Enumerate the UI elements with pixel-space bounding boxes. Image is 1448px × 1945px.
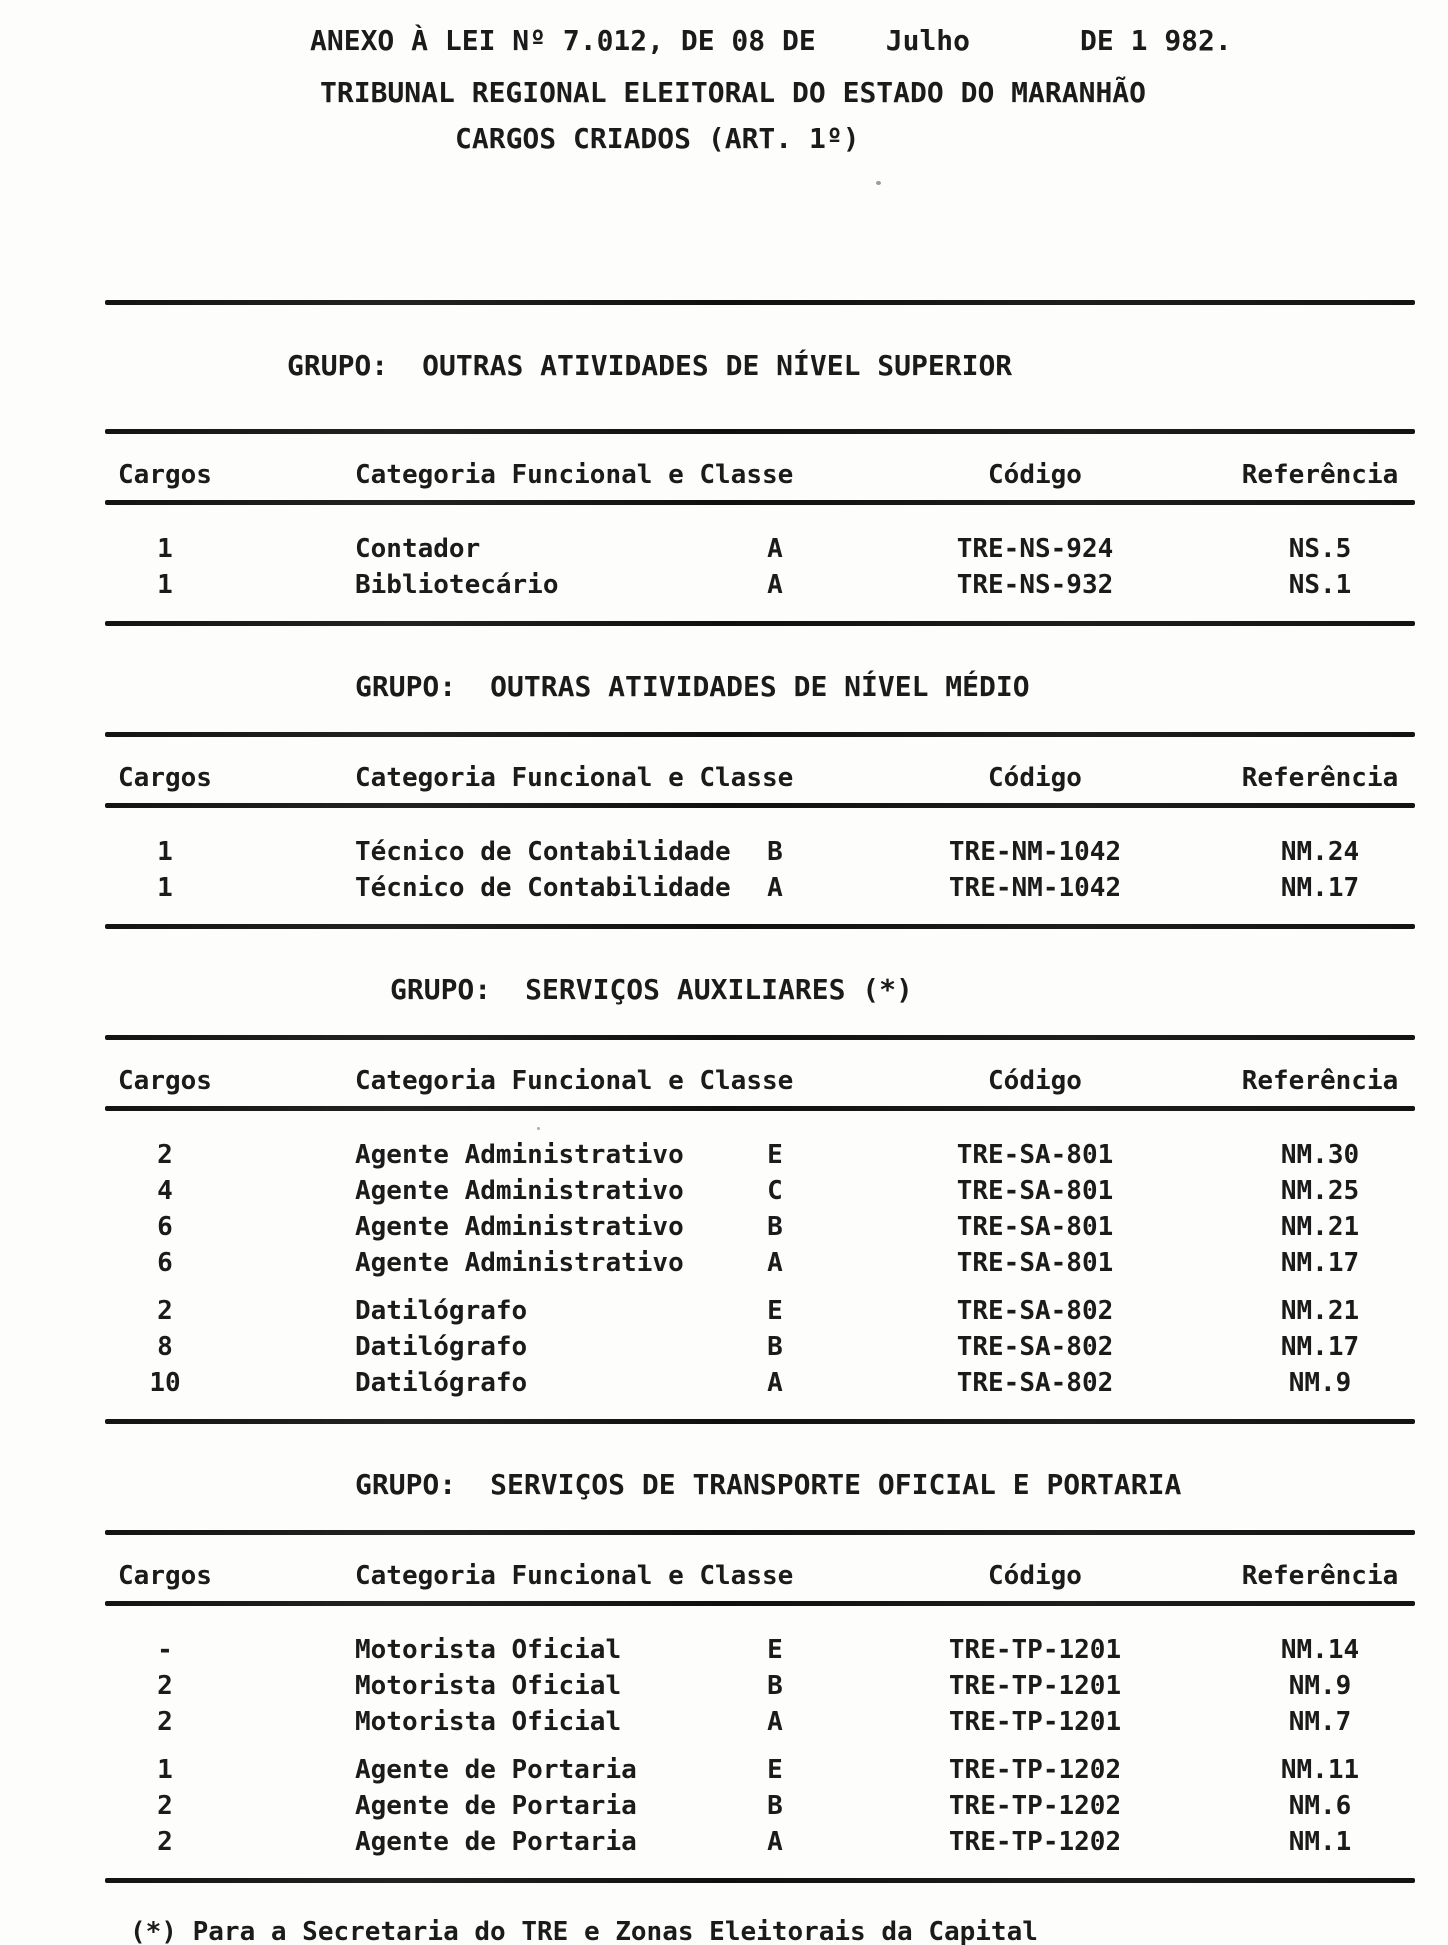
- table-row: [105, 870, 1415, 906]
- table-row: [105, 1245, 1415, 1281]
- cell-codigo: TRE-TP-1202: [948, 1827, 1122, 1857]
- cell-cargos: 2: [157, 1671, 173, 1701]
- group-label: GRUPO:: [355, 1468, 457, 1501]
- cell-categoria: Agente Administrativo: [355, 1140, 684, 1170]
- group-section: [105, 1468, 1415, 1883]
- table-row: [105, 1329, 1415, 1365]
- cell-categoria: Datilógrafo: [355, 1296, 528, 1326]
- cell-classe: E: [767, 1296, 783, 1326]
- cell-cargos: 8: [157, 1332, 173, 1362]
- cell-referencia: NM.14: [1280, 1635, 1360, 1665]
- cell-cargos: 2: [157, 1296, 173, 1326]
- table-row: [105, 567, 1415, 603]
- cell-referencia: NM.6: [1288, 1791, 1352, 1821]
- group-label: GRUPO:: [287, 349, 389, 382]
- cell-referencia: NM.17: [1280, 1248, 1360, 1278]
- cell-cargos: -: [157, 1635, 173, 1665]
- cell-cargos: 10: [149, 1368, 181, 1398]
- col-header-cargos: Cargos: [118, 1066, 212, 1096]
- title-month: Julho: [885, 24, 971, 57]
- group-name: OUTRAS ATIVIDADES DE NÍVEL MÉDIO: [490, 670, 1030, 703]
- row-block: [105, 1752, 1415, 1860]
- cell-categoria: Motorista Oficial: [355, 1707, 622, 1737]
- title-tribunal: TRIBUNAL REGIONAL ELEITORAL DO ESTADO DO MARANHÃO: [320, 76, 1147, 109]
- footnote: (*) Para a Secretaria do TRE e Zonas Eleitorais da Capital: [130, 1917, 1038, 1945]
- cell-codigo: TRE-TP-1201: [948, 1707, 1122, 1737]
- group-title: [287, 349, 1415, 383]
- cell-classe: A: [767, 570, 783, 600]
- group-section: [105, 349, 1415, 626]
- cell-referencia: NM.24: [1280, 837, 1360, 867]
- cell-classe: B: [767, 1212, 783, 1242]
- cell-categoria: Agente Administrativo: [355, 1212, 684, 1242]
- group-title: [355, 670, 1415, 704]
- cell-classe: A: [767, 1827, 783, 1857]
- document-content: [105, 24, 1415, 1945]
- cell-referencia: NM.11: [1280, 1755, 1360, 1785]
- cell-cargos: 4: [157, 1176, 173, 1206]
- col-header-referencia: Referência: [1241, 763, 1399, 793]
- cell-categoria: Agente de Portaria: [355, 1791, 637, 1821]
- group-name: SERVIÇOS AUXILIARES (*): [525, 973, 913, 1006]
- cell-categoria: Agente Administrativo: [355, 1248, 684, 1278]
- table-body: [105, 1606, 1415, 1860]
- cell-cargos: 2: [157, 1707, 173, 1737]
- row-block: [105, 1137, 1415, 1281]
- title-block: [105, 24, 1415, 156]
- cell-cargos: 2: [157, 1791, 173, 1821]
- group-title: [390, 973, 1415, 1007]
- cell-classe: E: [767, 1635, 783, 1665]
- col-header-cargos: Cargos: [118, 763, 212, 793]
- table-header-row: [105, 1040, 1415, 1106]
- col-header-categoria: Categoria Funcional e Classe: [355, 460, 794, 490]
- table-header-row: [105, 1535, 1415, 1601]
- col-header-codigo: Código: [988, 1561, 1082, 1591]
- title-cargos-criados: CARGOS CRIADOS (ART. 1º): [455, 122, 860, 155]
- cell-categoria: Motorista Oficial: [355, 1671, 622, 1701]
- cell-classe: A: [767, 534, 783, 564]
- cell-classe: B: [767, 1332, 783, 1362]
- scan-artifact: [537, 1127, 540, 1130]
- cell-categoria: Agente Administrativo: [355, 1176, 684, 1206]
- col-header-referencia: Referência: [1241, 1066, 1399, 1096]
- col-header-codigo: Código: [988, 460, 1082, 490]
- group-section: [105, 670, 1415, 929]
- cell-cargos: 1: [157, 873, 173, 903]
- title-year: DE 1 982.: [1080, 24, 1232, 57]
- cell-cargos: 1: [157, 837, 173, 867]
- table-row: [105, 1788, 1415, 1824]
- cell-cargos: 2: [157, 1140, 173, 1170]
- col-header-codigo: Código: [988, 1066, 1082, 1096]
- cell-referencia: NM.21: [1280, 1296, 1360, 1326]
- cell-referencia: NM.9: [1288, 1368, 1352, 1398]
- cell-cargos: 1: [157, 1755, 173, 1785]
- table-row: [105, 531, 1415, 567]
- cell-referencia: NM.1: [1288, 1827, 1352, 1857]
- cell-codigo: TRE-TP-1201: [948, 1671, 1122, 1701]
- cell-codigo: TRE-SA-802: [956, 1368, 1114, 1398]
- cell-classe: E: [767, 1755, 783, 1785]
- cell-cargos: 6: [157, 1212, 173, 1242]
- table-body: [105, 808, 1415, 906]
- table-body: [105, 1111, 1415, 1401]
- cell-codigo: TRE-SA-801: [956, 1248, 1114, 1278]
- row-block: [105, 1632, 1415, 1740]
- cell-cargos: 6: [157, 1248, 173, 1278]
- table-row: [105, 1632, 1415, 1668]
- cell-categoria: Agente de Portaria: [355, 1827, 637, 1857]
- col-header-categoria: Categoria Funcional e Classe: [355, 763, 794, 793]
- row-block: [105, 834, 1415, 906]
- scan-artifact: [876, 181, 881, 185]
- row-block: [105, 531, 1415, 603]
- cell-classe: A: [767, 873, 783, 903]
- table-header-row: [105, 434, 1415, 500]
- cell-codigo: TRE-NM-1042: [948, 873, 1122, 903]
- cell-classe: E: [767, 1140, 783, 1170]
- cell-referencia: NM.17: [1280, 873, 1360, 903]
- table-rule-bottom: [105, 621, 1415, 626]
- col-header-cargos: Cargos: [118, 460, 212, 490]
- table-row: [105, 1752, 1415, 1788]
- cell-codigo: TRE-NS-932: [956, 570, 1114, 600]
- cell-categoria: Técnico de Contabilidade: [355, 873, 731, 903]
- col-header-codigo: Código: [988, 763, 1082, 793]
- table-row: [105, 1365, 1415, 1401]
- cell-categoria: Agente de Portaria: [355, 1755, 637, 1785]
- table-row: [105, 1704, 1415, 1740]
- table-row: [105, 1173, 1415, 1209]
- cell-categoria: Bibliotecário: [355, 570, 559, 600]
- cell-referencia: NM.7: [1288, 1707, 1352, 1737]
- cell-categoria: Motorista Oficial: [355, 1635, 622, 1665]
- group-label: GRUPO:: [390, 973, 492, 1006]
- cell-classe: B: [767, 1671, 783, 1701]
- cell-classe: B: [767, 837, 783, 867]
- group-name: SERVIÇOS DE TRANSPORTE OFICIAL E PORTARIA: [490, 1468, 1182, 1501]
- table-rule-bottom: [105, 1419, 1415, 1424]
- cell-classe: B: [767, 1791, 783, 1821]
- cell-categoria: Datilógrafo: [355, 1368, 528, 1398]
- cell-referencia: NM.21: [1280, 1212, 1360, 1242]
- col-header-categoria: Categoria Funcional e Classe: [355, 1066, 794, 1096]
- cell-classe: A: [767, 1368, 783, 1398]
- cell-cargos: 1: [157, 570, 173, 600]
- group-section: [105, 973, 1415, 1424]
- col-header-referencia: Referência: [1241, 460, 1399, 490]
- cell-cargos: 2: [157, 1827, 173, 1857]
- cell-codigo: TRE-SA-801: [956, 1140, 1114, 1170]
- cell-classe: A: [767, 1707, 783, 1737]
- groups-container: [105, 349, 1415, 1883]
- cell-categoria: Técnico de Contabilidade: [355, 837, 731, 867]
- table-row: [105, 1293, 1415, 1329]
- table-row: [105, 834, 1415, 870]
- table-header-row: [105, 737, 1415, 803]
- cell-referencia: NS.5: [1288, 534, 1352, 564]
- cell-categoria: Datilógrafo: [355, 1332, 528, 1362]
- col-header-cargos: Cargos: [118, 1561, 212, 1591]
- cell-cargos: 1: [157, 534, 173, 564]
- cell-referencia: NM.17: [1280, 1332, 1360, 1362]
- table-row: [105, 1824, 1415, 1860]
- title-annex-prefix: ANEXO À LEI Nº 7.012, DE 08 DE: [310, 24, 816, 57]
- group-label: GRUPO:: [355, 670, 457, 703]
- cell-codigo: TRE-NM-1042: [948, 837, 1122, 867]
- row-block: [105, 1293, 1415, 1401]
- cell-referencia: NS.1: [1288, 570, 1352, 600]
- cell-codigo: TRE-SA-802: [956, 1332, 1114, 1362]
- table-row: [105, 1209, 1415, 1245]
- cell-codigo: TRE-NS-924: [956, 534, 1114, 564]
- table-rule-bottom: [105, 1878, 1415, 1883]
- cell-codigo: TRE-TP-1202: [948, 1755, 1122, 1785]
- table-row: [105, 1668, 1415, 1704]
- cell-classe: A: [767, 1248, 783, 1278]
- group-name: OUTRAS ATIVIDADES DE NÍVEL SUPERIOR: [422, 349, 1013, 382]
- cell-classe: C: [767, 1176, 783, 1206]
- col-header-categoria: Categoria Funcional e Classe: [355, 1561, 794, 1591]
- cell-codigo: TRE-TP-1201: [948, 1635, 1122, 1665]
- cell-codigo: TRE-TP-1202: [948, 1791, 1122, 1821]
- page-top-rule: [105, 300, 1415, 305]
- cell-codigo: TRE-SA-801: [956, 1212, 1114, 1242]
- table-body: [105, 505, 1415, 603]
- table-rule-bottom: [105, 924, 1415, 929]
- cell-codigo: TRE-SA-801: [956, 1176, 1114, 1206]
- table-row: [105, 1137, 1415, 1173]
- group-title: [355, 1468, 1415, 1502]
- cell-referencia: NM.30: [1280, 1140, 1360, 1170]
- cell-codigo: TRE-SA-802: [956, 1296, 1114, 1326]
- cell-referencia: NM.25: [1280, 1176, 1360, 1206]
- cell-referencia: NM.9: [1288, 1671, 1352, 1701]
- cell-categoria: Contador: [355, 534, 481, 564]
- title-line-annex: [310, 24, 1415, 58]
- col-header-referencia: Referência: [1241, 1561, 1399, 1591]
